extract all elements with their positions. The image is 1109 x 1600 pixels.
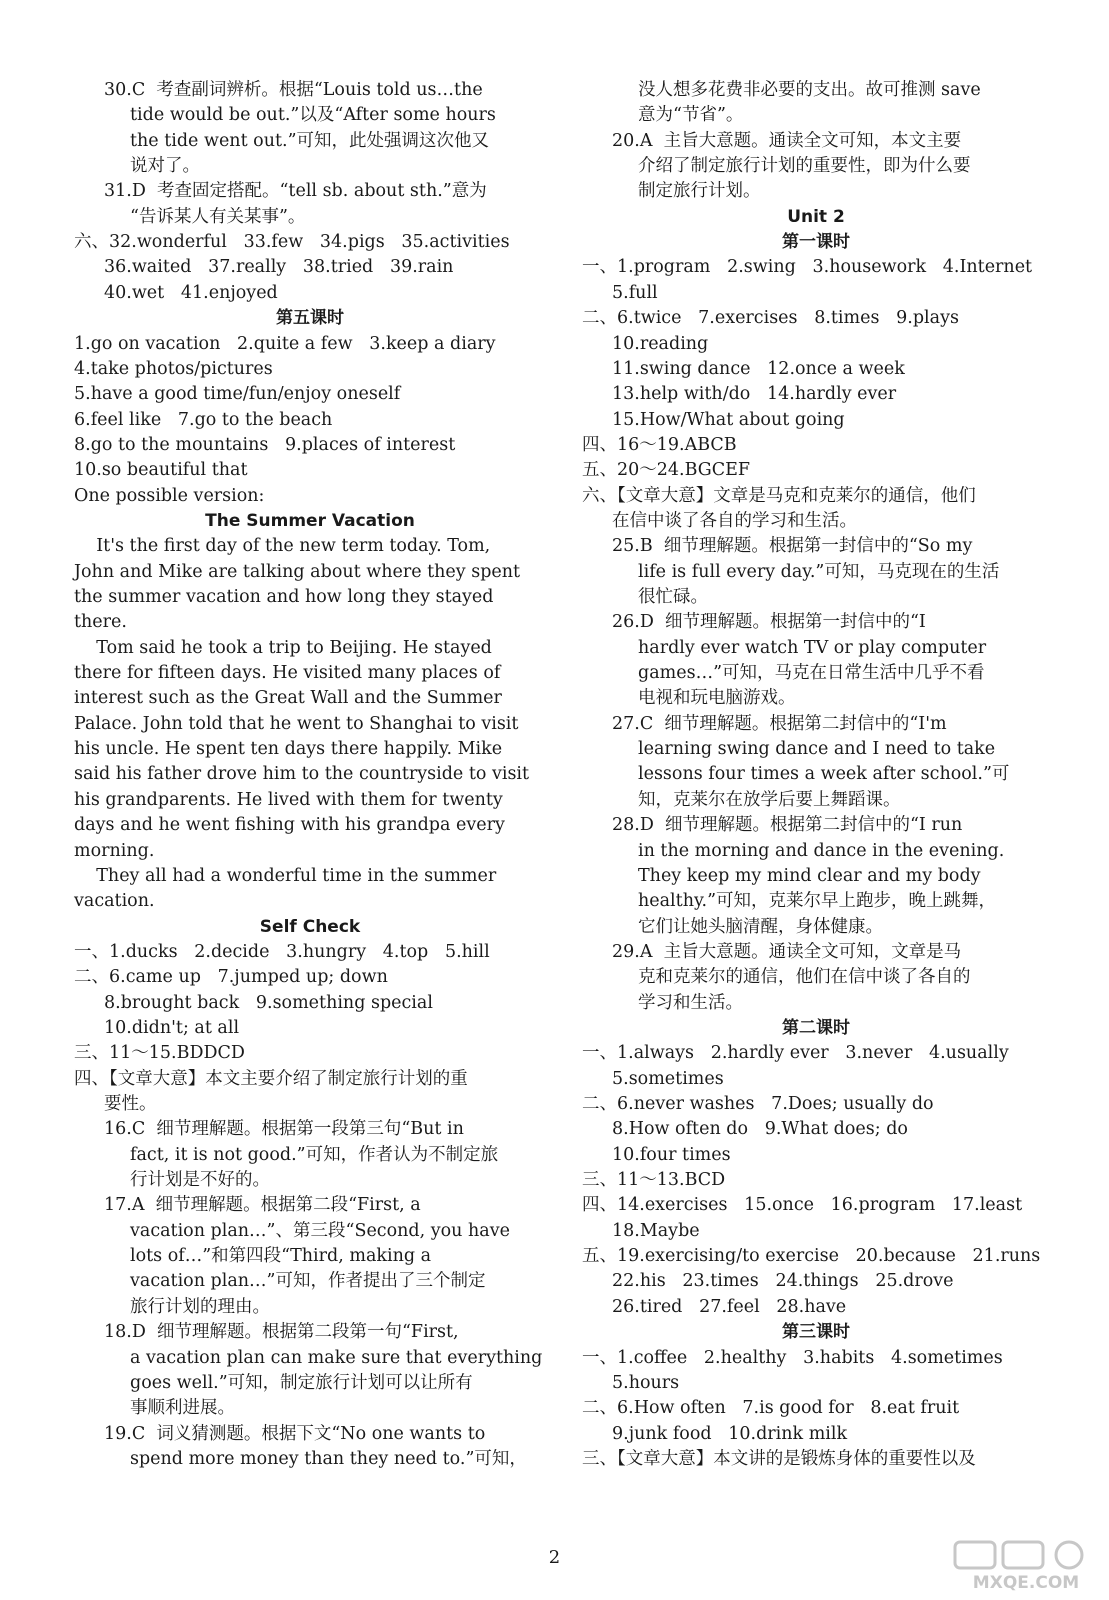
answer-line: 10.reading <box>612 333 709 354</box>
watermark-logo <box>951 1538 1101 1594</box>
answer-line: 5.full <box>612 282 658 303</box>
answer-line: One possible version: <box>74 485 265 506</box>
answer-line: 15.How/What about going <box>612 409 845 430</box>
answer-line: 26.D 细节理解题。根据第一封信中的“I <box>612 612 926 633</box>
answer-line: They all had a wonderful time in the summer <box>74 865 497 886</box>
answer-line: 一、1.program 2.swing 3.housework 4.Internet <box>582 257 1033 278</box>
answer-line: 26.tired 27.feel 28.have <box>612 1296 847 1317</box>
answer-line: 克和克莱尔的通信，他们在信中谈了各自的 <box>638 967 971 988</box>
section-heading: Unit 2 <box>787 206 845 227</box>
answer-line: 旅行计划的理由。 <box>130 1296 270 1317</box>
answer-line: 二、6.came up 7.jumped up; down <box>74 967 388 988</box>
answer-line: there for fifteen days. He visited many places of <box>74 663 501 684</box>
answer-line: 9.junk food 10.drink milk <box>612 1423 848 1444</box>
answer-line: learning swing dance and I need to take <box>638 739 996 760</box>
answer-line: 二、6.never washes 7.Does; usually do <box>582 1094 934 1114</box>
page-number: 2 <box>548 1547 561 1568</box>
answer-line: 8.How often do 9.What does; do <box>612 1119 908 1140</box>
answer-line: They keep my mind clear and my body <box>638 865 981 886</box>
answer-line: lessons four times a week after school.”可 <box>638 764 1010 785</box>
section-heading: Self Check <box>259 916 361 937</box>
answer-line: 5.have a good time/fun/enjoy oneself <box>74 384 401 405</box>
answer-line: 二、6.twice 7.exercises 8.times 9.plays <box>582 308 959 329</box>
answer-line: 11.swing dance 12.once a week <box>612 358 905 379</box>
answer-line: 29.A 主旨大意题。通读全文可知，文章是马 <box>612 941 962 962</box>
answer-line: 介绍了制定旅行计划的重要性，即为什么要 <box>638 156 971 177</box>
answer-line: 很忙碌。 <box>638 587 708 607</box>
answer-line: “告诉某人有关某事”。 <box>130 206 306 227</box>
answer-line: vacation plan…”、第三段“Second, you have <box>130 1220 510 1241</box>
answer-line: vacation. <box>74 891 155 912</box>
answer-line: 17.A 细节理解题。根据第二段“First, a <box>104 1195 421 1216</box>
answer-line: 19.C 词义猜测题。根据下文“No one wants to <box>104 1423 486 1444</box>
answer-line: 6.feel like 7.go to the beach <box>74 409 333 430</box>
answer-line: morning. <box>74 840 155 861</box>
answer-line: 五、19.exercising/to exercise 20.because 21.runs <box>582 1246 1041 1267</box>
answer-line: 四、14.exercises 15.once 16.program 17.least <box>582 1195 1023 1216</box>
answer-line: 四、【文章大意】本文主要介绍了制定旅行计划的重 <box>74 1068 468 1089</box>
answer-line: interest such as the Great Wall and the Summer <box>74 688 502 709</box>
answer-line: It's the first day of the new term today. Tom, <box>74 536 491 557</box>
answer-line: 18.Maybe <box>612 1220 700 1241</box>
answer-line: the tide went out.”可知，此处强调这次他又 <box>130 130 490 151</box>
answer-line: life is full every day.”可知，马克现在的生活 <box>638 561 1000 582</box>
answer-line: 4.take photos/pictures <box>74 358 273 379</box>
answer-line: vacation plan…”可知，作者提出了三个制定 <box>130 1271 486 1292</box>
answer-line: 三、11～15.BDDCD <box>74 1043 245 1064</box>
answer-line: there. <box>74 612 127 633</box>
answer-line: 在信中谈了各自的学习和生活。 <box>612 510 857 531</box>
answer-line: 一、1.coffee 2.healthy 3.habits 4.sometimes <box>582 1347 1003 1368</box>
answer-line: 22.his 23.times 24.things 25.drove <box>612 1271 954 1292</box>
section-heading: 第三课时 <box>782 1322 850 1343</box>
answer-line: fact, it is not good.”可知，作者认为不制定旅 <box>130 1144 499 1165</box>
answer-line: Tom said he took a trip to Beijing. He stayed <box>74 637 492 658</box>
answer-line: Palace. John told that he went to Shanghai to visit <box>74 713 519 734</box>
svg-text:MXQE.COM: MXQE.COM <box>972 1573 1080 1593</box>
answer-line: 27.C 细节理解题。根据第二封信中的“I'm <box>612 713 947 734</box>
answer-line: 四、16～19.ABCB <box>582 434 737 455</box>
answer-line: 40.wet 41.enjoyed <box>104 282 278 303</box>
answer-line: 5.hours <box>612 1372 680 1393</box>
answer-line: John and Mike are talking about where they spent <box>74 561 521 582</box>
answer-line: tide would be out.”以及“After some hours <box>130 105 496 126</box>
answer-line: 10.didn't; at all <box>104 1017 240 1038</box>
answer-line: goes well.”可知，制定旅行计划可以让所有 <box>130 1372 473 1393</box>
answer-line: 1.go on vacation 2.quite a few 3.keep a diary <box>74 333 496 354</box>
section-heading: 第一课时 <box>782 232 850 253</box>
answer-line: 31.D 考查固定搭配。“tell sb. about sth.”意为 <box>104 181 487 202</box>
answer-line: lots of…”和第四段“Third, making a <box>130 1246 432 1267</box>
answer-line: 10.so beautiful that <box>74 460 248 481</box>
section-heading: 第二课时 <box>782 1017 850 1038</box>
answer-line: hardly ever watch TV or play computer <box>638 637 987 658</box>
answer-line: 行计划是不好的。 <box>130 1170 270 1191</box>
answer-line: 学习和生活。 <box>638 992 743 1013</box>
answer-line: 20.A 主旨大意题。通读全文可知，本文主要 <box>612 130 962 151</box>
section-heading: The Summer Vacation <box>205 510 415 531</box>
answer-line: 30.C 考查副词辨析。根据“Louis told us…the <box>104 80 483 100</box>
answer-line: 六、【文章大意】文章是马克和克莱尔的通信，他们 <box>582 485 976 506</box>
answer-line: 8.brought back 9.something special <box>104 992 433 1013</box>
answer-line: 16.C 细节理解题。根据第一段第三句“But in <box>104 1119 464 1140</box>
answer-line: 要性。 <box>104 1094 157 1114</box>
answer-line: 25.B 细节理解题。根据第一封信中的“So my <box>612 536 973 557</box>
answer-line: a vacation plan can make sure that everything <box>130 1347 543 1368</box>
answer-line: 18.D 细节理解题。根据第二段第一句“First, <box>104 1322 459 1343</box>
answer-line: 电视和玩电脑游戏。 <box>638 688 796 709</box>
answer-line: 意为“节省”。 <box>638 105 744 126</box>
answer-line: 一、1.always 2.hardly ever 3.never 4.usually <box>582 1043 1009 1064</box>
answer-line: spend more money than they need to.”可知， <box>130 1448 527 1469</box>
answer-line: games…”可知，马克在日常生活中几乎不看 <box>638 663 985 684</box>
answer-line: 制定旅行计划。 <box>638 181 761 202</box>
answer-line: 没人想多花费非必要的支出。故可推测 save <box>638 80 981 100</box>
answer-line: 10.four times <box>612 1144 731 1165</box>
answer-line: 5.sometimes <box>612 1068 724 1089</box>
answer-line: 五、20～24.BGCEF <box>582 460 751 481</box>
answer-line: 知，克莱尔在放学后要上舞蹈课。 <box>638 789 901 810</box>
answer-line: 三、11～13.BCD <box>582 1170 726 1191</box>
answer-line: his grandparents. He lived with them for twenty <box>74 789 503 810</box>
answer-line: 三、【文章大意】本文讲的是锻炼身体的重要性以及 <box>582 1448 976 1469</box>
answer-line: 说对了。 <box>130 156 200 177</box>
answer-line: healthy.”可知，克莱尔早上跑步，晚上跳舞， <box>638 891 997 912</box>
answer-line: 8.go to the mountains 9.places of interest <box>74 434 456 455</box>
answer-line: 一、1.ducks 2.decide 3.hungry 4.top 5.hill <box>74 941 490 962</box>
answer-line: 36.waited 37.really 38.tried 39.rain <box>104 257 454 278</box>
answer-line: 事顺利进展。 <box>130 1398 235 1419</box>
answer-line: said his father drove him to the countryside to visit <box>74 764 530 785</box>
answer-line: in the morning and dance in the evening. <box>638 840 1005 861</box>
answer-line: 它们让她头脑清醒，身体健康。 <box>638 916 883 937</box>
answer-line: 六、32.wonderful 33.few 34.pigs 35.activities <box>74 232 510 253</box>
answer-line: 28.D 细节理解题。根据第二封信中的“I run <box>612 815 963 836</box>
answer-line: 二、6.How often 7.is good for 8.eat fruit <box>582 1398 960 1419</box>
answer-line: 13.help with/do 14.hardly ever <box>612 384 897 405</box>
answer-line: the summer vacation and how long they stayed <box>74 587 494 607</box>
answer-line: days and he went fishing with his grandpa every <box>74 815 505 836</box>
answer-line: his uncle. He spent ten days there happily. Mike <box>74 739 503 760</box>
section-heading: 第五课时 <box>276 308 344 329</box>
